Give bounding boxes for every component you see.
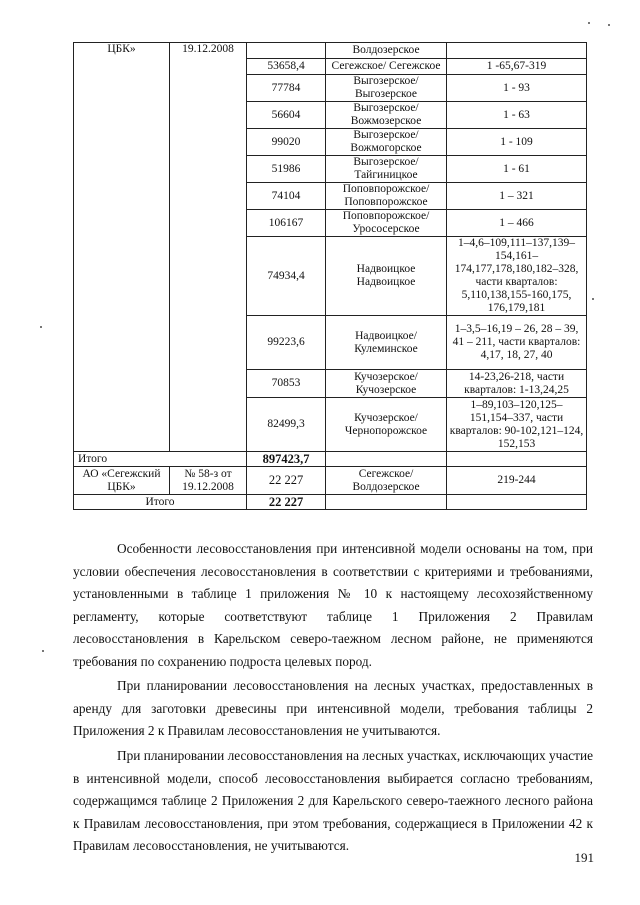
- scan-speck: [40, 326, 42, 328]
- total-row: [74, 452, 587, 467]
- total-value: 897423,7: [247, 452, 326, 467]
- empty-cell: [447, 452, 587, 467]
- forestry-cell: Выгозерское/ Вожмогорское: [326, 129, 447, 156]
- contract-date-cell: 19.12.2008: [170, 43, 247, 452]
- forestry-cell: Кучозерское/ Кучозерское: [326, 370, 447, 398]
- lease-table: [73, 42, 587, 510]
- quarters-cell: 14-23,26-218, части кварталов: 1-13,24,25: [447, 370, 587, 398]
- total-label: Итого: [74, 495, 247, 510]
- contract-cell: № 58-з от 19.12.2008: [170, 467, 247, 495]
- area-cell: 51986: [247, 156, 326, 183]
- lessee-cell: АО «Сегежский ЦБК»: [74, 467, 170, 495]
- total-label: Итого: [74, 452, 247, 467]
- area-cell: 53658,4: [247, 59, 326, 75]
- quarters-cell: 1–3,5–16,19 – 26, 28 – 39, 41 – 211, части кварталов: 4,17, 18, 27, 40: [447, 316, 587, 370]
- scan-speck: [608, 24, 610, 26]
- empty-cell: [326, 452, 447, 467]
- area-cell: 70853: [247, 370, 326, 398]
- table-row: [74, 467, 587, 495]
- paragraph-excluded-planning: При планировании лесовосстановления на лесных участках, исключающих участие в интенсивной модели, способ лесовосстановления выбирается согласно требованиям, содержащимся таблице 2 Приложения 2 для Карельского северо-таежного лесного района к Правилам лесовосстановления, при этом требования, содержащиеся в Приложении 42 к Правилам лесовосстановления, не учитываются.: [73, 748, 593, 853]
- forestry-cell: Поповпорожское/ Поповпорожское: [326, 183, 447, 210]
- forestry-cell: Выгозерское/ Тайгиницкое: [326, 156, 447, 183]
- forestry-cell: Сегежское/ Сегежское: [326, 59, 447, 75]
- area-cell: 106167: [247, 210, 326, 237]
- quarters-cell: 1 - 109: [447, 129, 587, 156]
- quarters-cell: 1 -65,67-319: [447, 59, 587, 75]
- area-cell: 22 227: [247, 467, 326, 495]
- quarters-cell: 1–89,103–120,125–151,154–337, части кварталов: 90-102,121–124, 152,153: [447, 398, 587, 452]
- quarters-cell: 1 - 63: [447, 102, 587, 129]
- forestry-cell: Сегежское/ Волдозерское: [326, 467, 447, 495]
- scan-speck: [42, 650, 44, 652]
- forestry-cell: Выгозерское/ Выгозерское: [326, 75, 447, 102]
- area-cell: 56604: [247, 102, 326, 129]
- empty-cell: [326, 495, 447, 510]
- forestry-cell: Надвоицкое Надвоицкое: [326, 237, 447, 316]
- forestry-cell: Волдозерское: [326, 43, 447, 59]
- page-number: 191: [574, 850, 594, 865]
- forestry-cell: Надвоицкое/ Кулеминское: [326, 316, 447, 370]
- area-cell: 99223,6: [247, 316, 326, 370]
- quarters-cell: 1 – 321: [447, 183, 587, 210]
- table-row: [74, 43, 587, 59]
- forestry-cell: Поповпорожское/ Урососерское: [326, 210, 447, 237]
- quarters-cell: 1 – 466: [447, 210, 587, 237]
- area-cell: 77784: [247, 75, 326, 102]
- paragraph-lease-planning: При планировании лесовосстановления на лесных участках, предоставленных в аренду для заготовки древесины при интенсивной модели, требования таблицы 2 Приложения 2 к Правилам лесовосстановления не учитываются.: [73, 678, 593, 738]
- quarters-cell: [447, 43, 587, 59]
- forestry-cell: Выгозерское/ Вожмозерское: [326, 102, 447, 129]
- quarters-cell: 219-244: [447, 467, 587, 495]
- quarters-cell: 1 - 61: [447, 156, 587, 183]
- scan-speck: [588, 22, 590, 24]
- scan-speck: [592, 298, 594, 300]
- total-row: [74, 495, 587, 510]
- area-cell: [247, 43, 326, 59]
- paragraph-intensive-model: Особенности лесовосстановления при интенсивной модели основаны на том, при условии обеспечения лесовосстановления в соответствии с критериями и требованиями, установленными в таблице 1 приложения № 10 к настоящему лесохозяйственному регламенту, которые соответствуют таблице 1 Приложения 2 Правилам лесовосстановления в Карельском северо-таежном лесном районе, не применяются требования по сохранению подроста целевых пород.: [73, 541, 593, 669]
- area-cell: 74934,4: [247, 237, 326, 316]
- lessee-cell: ЦБК»: [74, 43, 170, 452]
- quarters-cell: 1 - 93: [447, 75, 587, 102]
- area-cell: 82499,3: [247, 398, 326, 452]
- area-cell: 74104: [247, 183, 326, 210]
- empty-cell: [447, 495, 587, 510]
- forestry-cell: Кучозерское/ Чернопорожское: [326, 398, 447, 452]
- quarters-cell: 1–4,6–109,111–137,139–154,161–174,177,178,180,182–328, части кварталов: 5,110,138,155-160,175, 176,179,181: [447, 237, 587, 316]
- area-cell: 99020: [247, 129, 326, 156]
- total-value: 22 227: [247, 495, 326, 510]
